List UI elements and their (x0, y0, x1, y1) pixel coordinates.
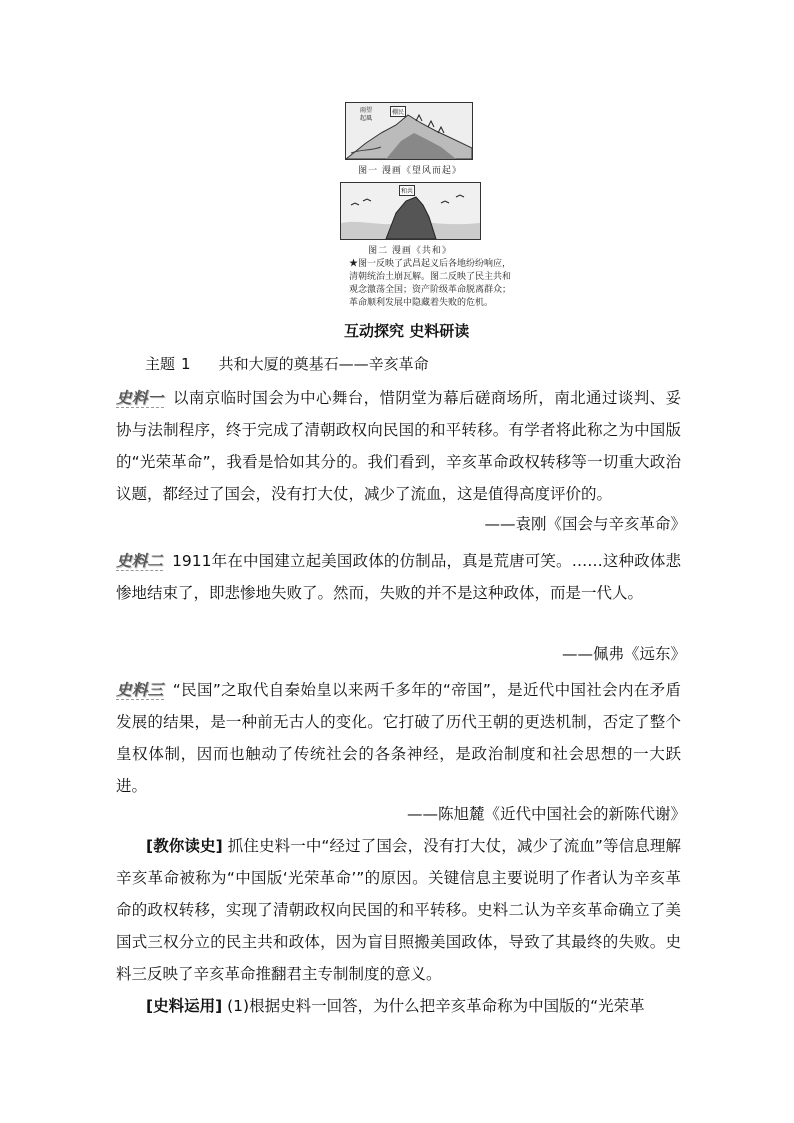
material-2-text: 1911年在中国建立起美国政体的仿制品，真是荒唐可笑。……这种政体悲惨地结束了，即悲惨地失败了。然而，失败的并不是这种政体，而是一代人。 (116, 552, 681, 602)
material-3-tag: 史料三 (116, 681, 164, 699)
topic-label: 主题 (145, 355, 176, 373)
topic-title: 共和大厦的奠基石——辛亥革命 (218, 355, 429, 373)
material-1-text: 以南京临时国会为中心舞台，惜阴堂为幕后磋商场所，南北通过谈判、妥协与法制程序，终于完成了清朝政权向民国的和平转移。有学者将此称之为中国版的“光荣革命”，我看是恰如其分的。我们看到，辛亥革命政权转移等一切重大政治议题，都经过了国会，没有打大仗，减少了流血，这是值得高度评价的。 (116, 389, 681, 503)
material-1 (116, 382, 681, 510)
fig1-side-text: 雨望起風 (360, 107, 373, 122)
material-3-text: “民国”之取代自秦始皇以来两千多年的“帝国”，是近代中国社会内在矛盾发展的结果，是一种前无古人的变化。它打破了历代王朝的更迭机制，否定了整个皇权体制，因而也触动了传统社会的各条神经，是政治制度和社会思想的一大跃进。 (116, 681, 681, 795)
material-2-tag: 史料二 (116, 552, 163, 570)
fig1-caption: 图一 漫画《望风而起》 (358, 166, 462, 176)
figure-note: ★图一反映了武昌起义后各地纷纷响应，清朝统治土崩瓦解。图二反映了民主共和观念激荡全国；资产阶级革命脱离群众；革命顺利发展中隐藏着失败的危机。 (349, 259, 512, 308)
material-3-source: ——陈旭麓《近代中国社会的新陈代谢》 (406, 805, 686, 823)
figure-group (340, 102, 520, 262)
cartoon-gonghe-image (340, 182, 481, 240)
fig2-caption: 图二 漫画《共和》 (368, 246, 452, 256)
material-2 (116, 545, 681, 609)
material-1-tag: 史料一 (116, 389, 164, 407)
cartoon-wangfeng-image (345, 102, 473, 160)
material-1-source: ——袁刚《国会与辛亥革命》 (484, 515, 686, 533)
fig2-label: 和共 (399, 185, 415, 196)
teach-label: [教你读史] (146, 837, 223, 855)
section-title: 互动探究 史料研读 (344, 322, 470, 340)
use-label: [史料运用] (146, 997, 223, 1015)
topic-number: 1 (181, 355, 191, 373)
teach-paragraph (116, 830, 681, 990)
material-3 (116, 674, 681, 802)
use-paragraph (116, 990, 681, 1022)
teach-text: 抓住史料一中“经过了国会，没有打大仗，减少了流血”等信息理解辛亥革命被称为“中国版‘光荣革命’”的原因。关键信息主要说明了作者认为辛亥革命的政权转移，实现了清朝政权向民国的和平转移。史料二认为辛亥革命确立了美国式三权分立的民主共和政体，因为盲目照搬美国政体，导致了其最终的失败。史料三反映了辛亥革命推翻君主专制制度的意义。 (116, 837, 681, 983)
material-2-source: ——佩弗《远东》 (561, 645, 686, 663)
use-text: (1)根据史料一回答，为什么把辛亥革命称为中国版的“光荣革 (227, 997, 645, 1015)
fig1-label: 棚民 (390, 106, 406, 117)
topic-heading (145, 353, 429, 374)
